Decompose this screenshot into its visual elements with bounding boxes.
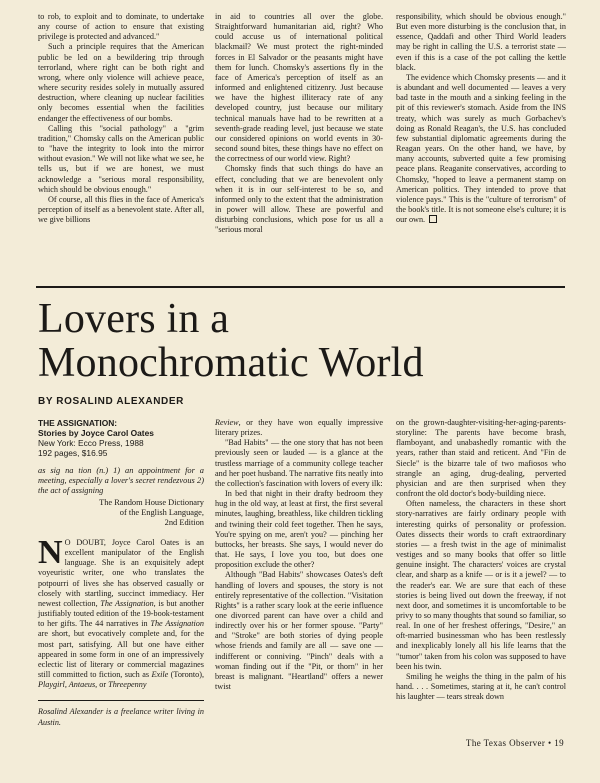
magazine-name: Exile — [151, 670, 169, 680]
prev-paragraph — [396, 73, 566, 225]
lead-text: (Toronto), — [168, 670, 204, 680]
definition-source-line: 2nd Edition — [164, 518, 204, 527]
prev-paragraph: in aid to countries all over the globe. Straightforward humanitarian aid, right? Who could accuse us of international political blackmail? We must protect the right-minded forces in El Salvador or the peasants might have them for lunch. Chomsky's assertions fly in the face of America's perception of itself as an informed and enlightened citizenry. Just because we have the highest illiteracy rate of any developed country, just because our military technical manuals have had to be rewritten at a seventh-grade reading level, just because we state our considered opinions on world events in 30-second sound bites, these things have no effect on the correctness of our world view. Right? — [215, 12, 383, 164]
block-quote: In bed that night in their drafty bedroom they hug in the old way, at least at first, the first several minutes, laughing, breathless, like children tickling and twining their cold feet together. Then he says, You're spying on me, aren't you? — pinching her buttocks, her breasts. She says, I would never do that. He says, I love you too, but does one proposition exclude the other? — [215, 489, 383, 570]
lead-text: , or — [95, 680, 109, 690]
publication-name: The Texas Observer — [465, 738, 546, 748]
paragraph: Although "Bad Habits" showcases Oates's deft handling of lovers and spouses, the story is not entirely representative of the collection. "Visitation Rights" is a rather scary look at the eerie influence one divorced parent can have over a child and indirectly over his or her former spouse. "Party" and "Stroke" are both stories of dying people whose friends and family are all — save one — indifferent or conniving. "Pinch" deals with a woman finding out if the "Pit, or thorn" in her breast is malignant. "Heartland" offers a newer twist — [215, 570, 383, 692]
magazine-name: Threepenny — [108, 680, 147, 690]
drop-cap: N — [38, 534, 63, 571]
article-column-2 — [215, 418, 383, 692]
book-title: THE ASSIGNATION: — [38, 418, 118, 428]
byline: BY ROSALIND ALEXANDER — [38, 396, 184, 407]
paragraph: Often nameless, the characters in these short story-narratives are fairly ordinary people with interesting quirks of personality or profession. Oates dissects their words to craft extraordinary stories — a fresh twist in the age of minimalist vestiges and so many books that offer so little genuine insight. The characters' voices are crystal clear, and sharp as a knife — or is it a jewel? — to the reader's ear. We are sure that each of these stories is being lived out down the freeway, if not next door, and sometimes it is uncomfortable to be privy to so many thoughts that sound so familiar, so real. In one of her freshest offerings, "Desire," an oft-married businessman who has been restlessly and inexplicably lonely all his life learns that the "tumor" taken from his colon was supposed to have been his twin. — [396, 499, 566, 671]
book-publisher: New York: Ecco Press, 1988 — [38, 438, 144, 448]
prev-paragraph: Calling this "social pathology" a "grim tradition," Chomsky calls on the American public to "have the integrity to look into the mirror without evasion." We will not like what we see, he tells us, but if we are honest, we must acknowledge a "serious moral responsibility, which should be obvious enough." — [38, 123, 204, 194]
prev-article-column-2 — [215, 12, 383, 235]
book-subtitle: Stories by Joyce Carol Oates — [38, 428, 154, 438]
book-details: 192 pages, $16.95 — [38, 448, 108, 458]
lead-paragraph — [38, 534, 204, 690]
prev-paragraph: to rob, to exploit and to dominate, to undertake any course of action to ensure that existing privilege is protected and advanced." — [38, 12, 204, 42]
prev-paragraph: Chomsky finds that such things do have an effect, concluding that we are benevolent only when it is in our self-interest to be so, and informed only to the extent that the administration in power will allow. These are powerful and disturbing conclusions, which pose for us all a "serious moral — [215, 164, 383, 235]
book-title-italic: The Assignation — [150, 619, 204, 629]
magazine-name: Review — [215, 418, 239, 427]
lead-text: , is but another justifiably touted edition of the 19-book-testament to her gifts. The 44 narratives in — [38, 598, 204, 629]
lead-text: O DOUBT, Joyce Carol Oates is an excellent manipulator of the English language. She is an exquisitely adept voyeuristic writer, one who translates the potpourri of lives she has observed casually or closely with startling, succinct immediacy. Her newest collection, — [38, 538, 204, 608]
prev-paragraph: Such a principle requires that the American public be led on a bewildering trip through terrorland, where right can be both right and wrong, where only violence will achieve peace, where security resides solely in mutually assured destruction, where cleaning up nuclear facilities only becomes essential when the facilities endanger the effectiveness of our bombs. — [38, 42, 204, 123]
paragraph: "Bad Habits" — the one story that has not been previously seen or lauded — is a glance at the trustless marriage of a community college teacher and her poet husband. The narrative fits neatly into the collection's fascination with lovers of every ilk: — [215, 438, 383, 488]
prev-paragraph: responsibility, which should be obvious enough." But even more disturbing is the conclusion that, in essence, Qaddafi and other Third World leaders may be right in calling the U.S. a terrorist state — even if this is a case of the pot calling the kettle black. — [396, 12, 566, 72]
prev-article-column-1 — [38, 12, 204, 225]
prev-article-column-3 — [396, 12, 566, 225]
page-number: 19 — [554, 738, 564, 748]
dictionary-definition: as sig na tion (n.) 1) an appointment for a meeting, especially a lover's secret rendezvous 2) the act of assigning — [38, 466, 204, 495]
paragraph: on the grown-daughter-visiting-her-aging-parents-storyline: The parents have become brash, flamboyant, and unabashedly romantic with the years, rather than staid and reticent. And "Fin de Siecle" is the bizarre tale of two mafiosos who strangle an aging, drug-dealing, perverted physician and are then surprised when they confront the old doctor's body-building niece. — [396, 418, 566, 499]
footer-separator: • — [547, 738, 552, 748]
prev-paragraph-text: The evidence which Chomsky presents — and it is abundant and well documented — leaves a very bad taste in the mouth and a sinking feeling in the pit of this reviewer's stomach. Aside from the INS treaty, which was surely as much Gorbachev's doing as Ronald Reagan's, the U.S. has concluded few substantial diplomatic agreements during the Reagan years. On the other hand, we have, by many accounts, subverted quite a few promising peace plans. Reaganite conservatives, according to Chomsky, "hoped to leave a permanent stamp on American politics. They intended to prove that violence pays." This is the "culture of terrorism" of the book's title. It is not someone else's culture; it is our own. — [396, 72, 566, 225]
headline-line-2: Monochromatic World — [38, 340, 424, 386]
book-title-italic: The Assignation — [100, 598, 154, 608]
article-column-3 — [396, 418, 566, 702]
magazine-name: Playgirl, Antaeus — [38, 680, 96, 690]
headline-line-1: Lovers in a — [38, 296, 230, 342]
book-info — [38, 418, 204, 458]
definition-source — [38, 498, 204, 528]
definition-source-line: of the English Language, — [119, 508, 204, 517]
prev-paragraph: Of course, all this flies in the face of America's perception of itself as a benevolent state. After all, we give billions — [38, 194, 204, 225]
lead-text: are short, but evocatively complete and, for the most part, satisfying. All but one have either appeared in some form in one of an impressively eclectic list of literary or commercial magazines still committed to fiction, such as — [38, 629, 204, 680]
page-footer — [466, 738, 564, 748]
paragraph-text: , or they have won equally impressive literary prizes. — [215, 418, 383, 438]
author-bio: Rosalind Alexander is a freelance writer living in Austin. — [38, 700, 204, 727]
definition-source-line: The Random House Dictionary — [99, 498, 204, 507]
paragraph — [215, 418, 383, 438]
article-column-1 — [38, 418, 204, 728]
block-quote: Smiling he weighs the thing in the palm of his hand. . . . Sometimes, staring at it, he can't control his laughter — tears streak down — [396, 671, 566, 702]
section-divider — [36, 286, 565, 288]
article-headline — [38, 297, 424, 385]
end-of-article-mark — [429, 215, 437, 223]
